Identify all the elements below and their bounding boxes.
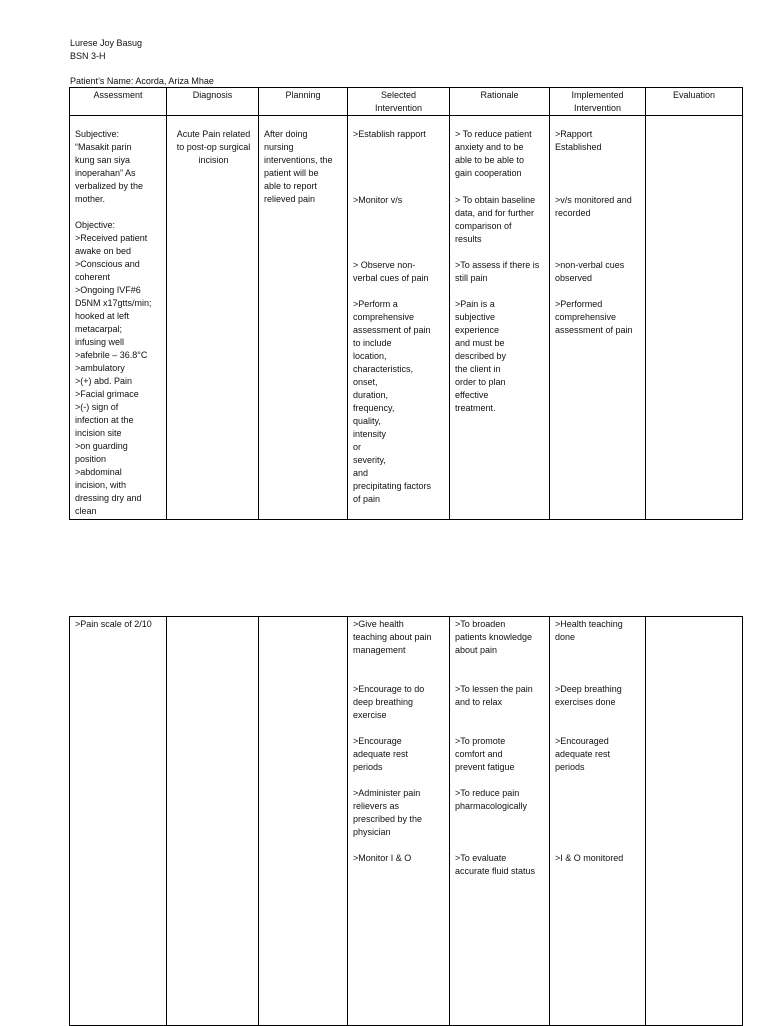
implemented-item: >Rapport Established [555,129,602,152]
column-header-assessment: Assessment [70,88,167,116]
intervention-item: >Administer pain relievers as prescribed by the physician [353,788,423,837]
table-header-row [70,88,743,116]
rationale-item: > To obtain baseline data, and for further comparison of results [455,195,536,244]
selected-intervention-cell [348,116,450,520]
implemented-intervention-cell [550,617,646,1026]
student-section: BSN 3-H [70,51,106,61]
intervention-item: >Establish rapport [353,129,426,139]
intervention-item: > Observe non- verbal cues of pain [353,260,429,283]
implemented-item: >Performed comprehensive assessment of pain [555,299,633,335]
diagnosis-cell [167,617,259,1026]
document-header [70,37,142,63]
table-row [70,617,743,1026]
planning-cell [259,617,348,1026]
rationale-item: >To promote comfort and prevent fatigue [455,736,515,772]
assessment-text: Subjective: “Masakit parin kung san siya inoperahan” As verbalized by the mother. Objective: >Received patient awake on bed >Conscious and coherent >Ongoing IVF#6 D5NM x17gtts/min; hooked at left metacarpal; infusing well >afebrile – 36.8°C >ambulatory >(+) abd. Pain >Facial grimace >(-) sign of infection at the incision site >on guarding position >abdominal incision, with dressing dry and clean [75,129,152,516]
column-header-rationale: Rationale [450,88,550,116]
rationale-item: >To lessen the pain and to relax [455,684,533,707]
implemented-item: >non-verbal cues observed [555,260,625,283]
rationale-item: >To assess if there is still pain [455,260,540,283]
rationale-item: >To evaluate accurate fluid status [455,853,536,876]
column-header-evaluation: Evaluation [646,88,743,116]
diagnosis-cell [167,116,259,520]
student-name: Lurese Joy Basug [70,38,143,48]
care-plan-table-continued [69,616,743,1026]
column-header-implemented-intervention: Implemented Intervention [550,88,646,116]
rationale-cell [450,617,550,1026]
implemented-item: >I & O monitored [555,853,624,863]
rationale-item: >Pain is a subjective experience and must be described by the client in order to plan effective treatment. [455,299,507,413]
implemented-item: >v/s monitored and recorded [555,195,632,218]
column-header-selected-intervention: Selected Intervention [348,88,450,116]
assessment-text: >Pain scale of 2/10 [75,619,152,629]
implemented-item: >Health teaching done [555,619,623,642]
implemented-item: >Deep breathing exercises done [555,684,622,707]
implemented-intervention-cell [550,116,646,520]
planning-cell [259,116,348,520]
evaluation-cell [646,116,743,520]
assessment-cell [70,617,167,1026]
column-header-diagnosis: Diagnosis [167,88,259,116]
intervention-item: >Perform a comprehensive assessment of pain to include location, characteristics, onset, duration, frequency, quality, intensity or severity, and precipitating factors of pain [353,299,432,504]
care-plan-table [69,87,743,520]
diagnosis-text: Acute Pain related to post-op surgical incision [176,129,251,165]
table-row [70,116,743,520]
intervention-item: >Encourage adequate rest periods [353,736,409,772]
evaluation-cell [646,617,743,1026]
intervention-item: >Encourage to do deep breathing exercise [353,684,425,720]
selected-intervention-cell [348,617,450,1026]
rationale-cell [450,116,550,520]
rationale-item: >To reduce pain pharmacologically [455,788,528,811]
intervention-item: >Monitor I & O [353,853,412,863]
rationale-item: >To broaden patients knowledge about pain [455,619,533,655]
intervention-item: >Monitor v/s [353,195,403,205]
planning-text: After doing nursing interventions, the patient will be able to report relieved pain [264,129,333,204]
assessment-cell [70,116,167,520]
implemented-item: >Encouraged adequate rest periods [555,736,611,772]
patient-name: Patient’s Name: Acorda, Ariza Mhae [70,76,214,86]
intervention-item: >Give health teaching about pain management [353,619,432,655]
rationale-item: > To reduce patient anxiety and to be able to be able to gain cooperation [455,129,532,178]
column-header-planning: Planning [259,88,348,116]
